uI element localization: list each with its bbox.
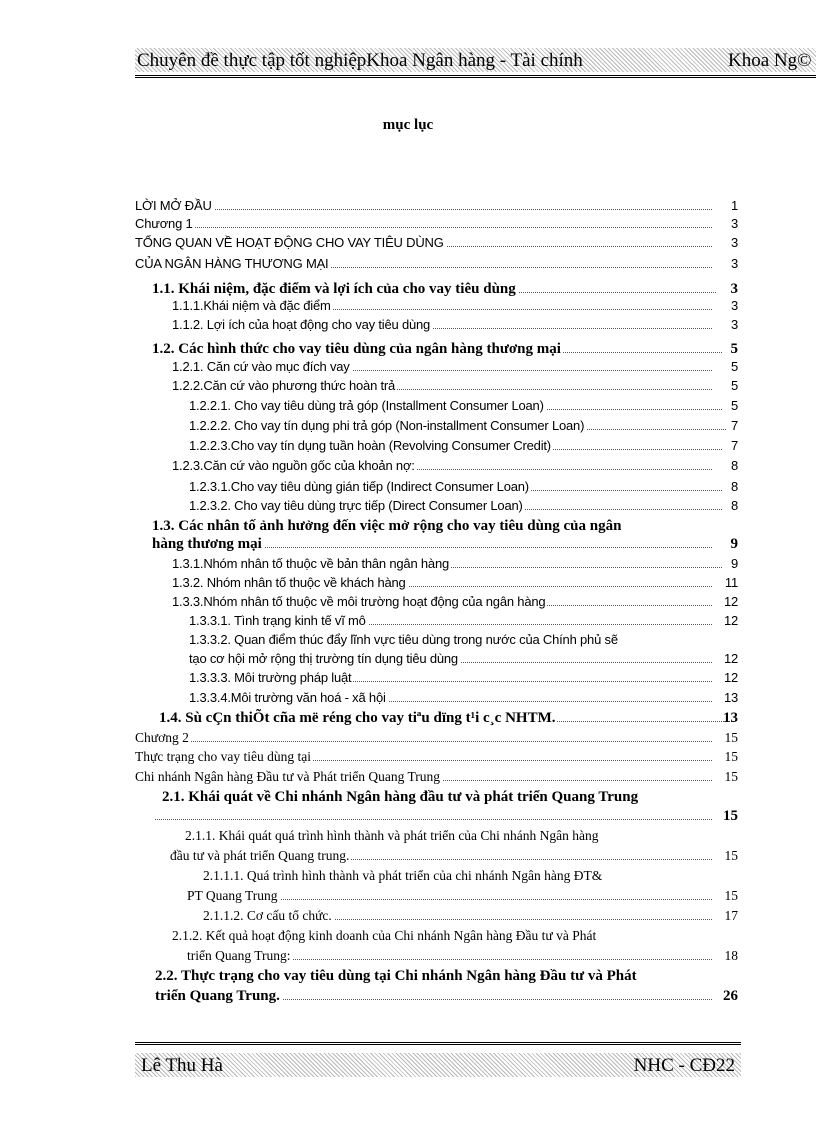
toc-entry[interactable] <box>0 417 816 435</box>
toc-entry-label: Chương 2 <box>135 730 189 745</box>
toc-entry-label: triển Quang Trung: <box>187 948 291 963</box>
toc-entry-page: 15 <box>724 769 738 784</box>
toc-entry[interactable] <box>0 316 816 334</box>
toc-entry[interactable] <box>0 650 816 668</box>
toc-entry-page: 15 <box>724 848 738 863</box>
toc-entry-page: 3 <box>730 235 738 250</box>
footer-rule <box>135 1042 741 1045</box>
toc-entry[interactable] <box>0 297 816 315</box>
toc-entry-page: 8 <box>730 498 738 513</box>
toc-entry-label: PT Quang Trung <box>187 888 278 903</box>
toc-entry-page: 3 <box>730 281 738 297</box>
toc-entry-page: 9 <box>730 536 738 552</box>
toc-entry-label: Chương 1 <box>135 216 193 231</box>
toc-entry-page: 1 <box>730 198 738 213</box>
toc-entry-label: 2.1.1.2. Cơ cấu tổ chức. <box>203 908 332 923</box>
toc-entry[interactable] <box>0 535 816 553</box>
toc-entry-label: 1.2.2.3.Cho vay tín dụng tuần hoàn (Revolving Consumer Credit) <box>189 438 551 453</box>
toc-entry[interactable] <box>0 215 816 233</box>
header-rule <box>135 75 816 78</box>
toc-entry[interactable] <box>0 729 816 747</box>
toc-entry[interactable] <box>0 437 816 455</box>
toc-entry-label: 2.1.1.1. Quá trình hình thành và phát triển của chi nhánh Ngân hàng ĐT& <box>203 868 603 883</box>
toc-entry-page: 3 <box>730 216 738 231</box>
toc-entry-page: 13 <box>723 710 738 726</box>
toc-entry-label: 1.3.3.Nhóm nhân tố thuộc về môi trường hoạt động của ngân hàng <box>172 594 546 609</box>
toc-entry-label: 1.2.1. Căn cứ vào mục đích vay <box>172 359 350 374</box>
header-left-text: Chuyên đề thực tập tốt nghiệpKhoa Ngân hàng - Tài chính <box>137 50 583 71</box>
toc-entry[interactable] <box>0 907 816 925</box>
toc-entry[interactable] <box>0 748 816 766</box>
toc-entry-page: 18 <box>724 948 738 963</box>
toc-entry[interactable] <box>0 689 816 707</box>
toc-leader-dots <box>155 819 712 820</box>
toc-entry[interactable] <box>0 255 816 273</box>
toc-entry-page: 15 <box>724 888 738 903</box>
toc-entry-page: 5 <box>730 359 738 374</box>
toc-entry[interactable] <box>0 593 816 611</box>
toc-entry[interactable] <box>0 807 816 825</box>
toc-entry-label: 1.4. Sù cÇn thiÕt cña më réng cho vay tiªu dïng t¹i c¸c NHTM. <box>159 710 556 726</box>
toc-entry-page: 3 <box>730 256 738 271</box>
toc-entry[interactable] <box>0 517 816 535</box>
toc-entry-label: LỜI MỞ ĐẦU <box>135 198 212 213</box>
toc-entry[interactable] <box>0 847 816 865</box>
toc-entry-label: 1.3.3.3. Môi trường pháp luật <box>189 670 352 685</box>
toc-entry-page: 13 <box>723 690 738 705</box>
toc-entry[interactable] <box>0 947 816 965</box>
toc-entry[interactable] <box>0 377 816 395</box>
toc-entry-label: đầu tư và phát triển Quang trung. <box>170 848 350 863</box>
toc-entry-page: 12 <box>723 651 738 666</box>
toc-entry-label: 1.1.1.Khái niệm và đặc điểm <box>172 298 331 313</box>
page-header <box>135 46 816 74</box>
toc-entry-label: tạo cơ hội mở rộng thị trường tín dụng tiêu dùng <box>189 651 458 666</box>
toc-entry-label: 1.1.2. Lợi ích của hoạt động cho vay tiêu dùng <box>172 317 431 332</box>
toc-entry-page: 5 <box>730 341 738 357</box>
toc-entry-page: 5 <box>730 398 738 413</box>
toc-entry-page: 11 <box>724 575 738 590</box>
toc-entry-label: 1.2. Các hình thức cho vay tiêu dùng của ngân hàng thương mại <box>152 341 561 357</box>
toc-entry-label: 2.2. Thực trạng cho vay tiêu dùng tại Chi nhánh Ngân hàng Đầu tư và Phát <box>155 968 637 984</box>
toc-entry[interactable] <box>0 927 816 945</box>
toc-entry-page: 7 <box>730 438 738 453</box>
header-right-text: Khoa Ng© <box>728 50 812 71</box>
toc-entry-page: 17 <box>724 908 738 923</box>
footer-left-text: Lê Thu Hà <box>141 1055 223 1076</box>
toc-entry[interactable] <box>0 827 816 845</box>
toc-entry-label: 1.3.3.4.Môi trường văn hoá - xã hội <box>189 690 386 705</box>
toc-entry[interactable] <box>0 612 816 630</box>
toc-entry-page: 26 <box>723 988 738 1004</box>
toc-entry-page: 12 <box>723 670 738 685</box>
toc-entry[interactable] <box>0 280 816 298</box>
toc-entry[interactable] <box>0 867 816 885</box>
toc-entry[interactable] <box>0 768 816 786</box>
toc-entry-page: 12 <box>723 594 738 609</box>
footer-right-text: NHC - CĐ22 <box>633 1055 735 1076</box>
toc-entry-page: 15 <box>723 808 738 824</box>
toc-entry-label: 1.2.3.2. Cho vay tiêu dùng trực tiếp (Direct Consumer Loan) <box>189 498 523 513</box>
toc-entry[interactable] <box>0 397 816 415</box>
toc-entry-label: Chi nhánh Ngân hàng Đầu tư và Phát triển Quang Trung <box>135 769 441 784</box>
toc-entry-page: 12 <box>723 613 738 628</box>
toc-entry-page: 15 <box>724 749 738 764</box>
toc-leader-dots <box>135 209 712 210</box>
toc-entry-label: TỔNG QUAN VỀ HOẠT ĐỘNG CHO VAY TIÊU DÙNG <box>135 235 444 250</box>
toc-entry-page: 15 <box>724 730 738 745</box>
toc-entry[interactable] <box>0 555 816 573</box>
toc-entry-label: 1.2.3.1.Cho vay tiêu dùng gián tiếp (Indirect Consumer Loan) <box>189 479 529 494</box>
toc-entry[interactable] <box>0 457 816 475</box>
toc-entry-label: 1.2.3.Căn cứ vào nguồn gốc của khoản nợ: <box>172 458 415 473</box>
toc-entry-label: 1.2.2.2. Cho vay tín dụng phi trả góp (Non-installment Consumer Loan) <box>189 418 585 433</box>
page-title: mục lục <box>382 117 434 133</box>
toc-entry-page: 3 <box>730 317 738 332</box>
toc-entry[interactable] <box>0 987 816 1005</box>
toc-leader-dots <box>135 741 712 742</box>
toc-entry[interactable] <box>0 709 816 727</box>
toc-entry-label: Thực trạng cho vay tiêu dùng tại <box>135 749 312 764</box>
toc-entry[interactable] <box>0 340 816 358</box>
toc-entry[interactable] <box>0 497 816 515</box>
toc-entry[interactable] <box>0 197 816 215</box>
toc-entry-label: 1.2.2.Căn cứ vào phương thức hoàn trả <box>172 378 396 393</box>
toc-entry-label: 1.1. Khái niệm, đặc điểm và lợi ích của cho vay tiêu dùng <box>152 281 516 297</box>
toc-entry-label: CỦA NGÂN HÀNG THƯƠNG MẠI <box>135 256 329 271</box>
toc-entry[interactable] <box>0 358 816 376</box>
toc-entry-label: 2.1. Khái quát về Chi nhánh Ngân hàng đầu tư và phát triển Quang Trung <box>162 789 639 805</box>
toc-entry-page: 9 <box>730 556 738 571</box>
toc-entry-label: 1.2.2.1. Cho vay tiêu dùng trả góp (Installment Consumer Loan) <box>189 398 544 413</box>
toc-entry-page: 7 <box>730 418 738 433</box>
toc-entry-page: 8 <box>730 479 738 494</box>
toc-entry[interactable] <box>0 887 816 905</box>
page-footer <box>135 1049 741 1079</box>
toc-entry-label: 1.3.3.1. Tình trạng kinh tế vĩ mô <box>189 613 366 628</box>
toc-entry[interactable] <box>0 788 816 806</box>
toc-entry[interactable] <box>0 574 816 592</box>
toc-entry-label: hàng thương mại <box>152 536 262 552</box>
toc-entry-label: 2.1.1. Khái quát quá trình hình thành và phát triển của Chi nhánh Ngân hàng <box>185 828 599 843</box>
toc-entry-label: triển Quang Trung. <box>155 988 280 1004</box>
toc-entry-label: 1.3.1.Nhóm nhân tố thuộc về bản thân ngân hàng <box>172 556 450 571</box>
toc-leader-dots <box>135 227 712 228</box>
toc-entry[interactable] <box>0 631 816 649</box>
toc-entry-page: 3 <box>730 298 738 313</box>
toc-entry-page: 5 <box>730 378 738 393</box>
toc-entry-label: 1.3. Các nhân tố ảnh hưởng đến việc mở rộng cho vay tiêu dùng của ngân <box>152 518 622 534</box>
toc-entry[interactable] <box>0 669 816 687</box>
toc-entry-page: 8 <box>730 458 738 473</box>
toc-entry-label: 1.3.2. Nhóm nhân tố thuộc về khách hàng <box>172 575 406 590</box>
toc-entry[interactable] <box>0 234 816 252</box>
toc-entry-label: 1.3.3.2. Quan điểm thúc đẩy lĩnh vực tiêu dùng trong nước của Chính phủ sẽ <box>189 632 618 647</box>
toc-entry[interactable] <box>0 478 816 496</box>
toc-entry[interactable] <box>0 967 816 985</box>
toc-entry-label: 2.1.2. Kết quả hoạt động kinh doanh của Chi nhánh Ngân hàng Đầu tư và Phát <box>172 928 597 943</box>
